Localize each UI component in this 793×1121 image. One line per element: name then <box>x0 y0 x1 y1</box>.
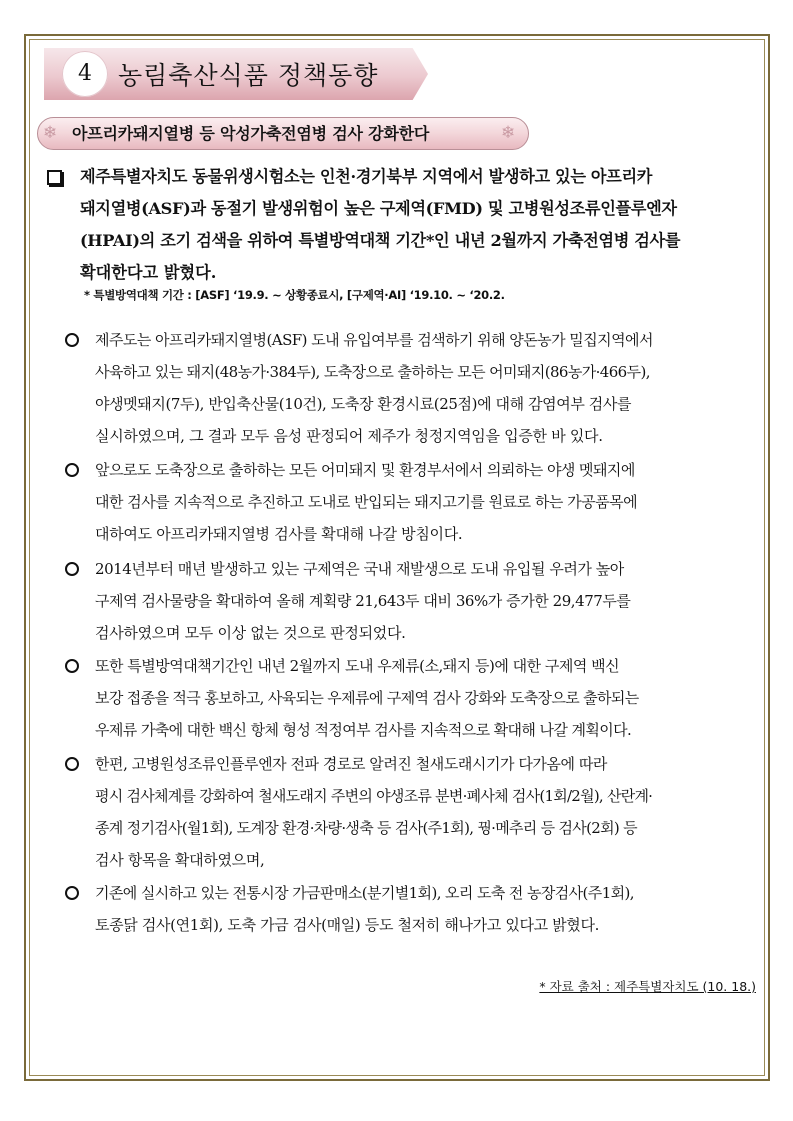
checkbox-bullet-icon <box>47 170 62 185</box>
para-line: 사육하고 있는 돼지(48농가·384두), 도축장으로 출하하는 모든 어미돼지(86농가·466두), <box>95 363 650 381</box>
circle-bullet-icon <box>65 333 79 347</box>
para-line: 제주도는 아프리카돼지열병(ASF) 도내 유입여부를 검색하기 위해 양돈농가 밀집지역에서 <box>95 331 653 349</box>
circle-bullet-icon <box>65 562 79 576</box>
snowflake-left-icon: ❄ <box>43 123 58 143</box>
para-line: 야생멧돼지(7두), 반입축산물(10건), 도축장 환경시료(25점)에 대해 감염여부 검사를 <box>95 395 632 413</box>
lead-paragraph <box>80 161 763 289</box>
para-line: 실시하였으며, 그 결과 모두 음성 판정되어 제주가 청정지역임을 입증한 바 있다. <box>95 427 603 445</box>
paragraph-market <box>95 877 763 941</box>
para-line: 한편, 고병원성조류인플루엔자 전파 경로로 알려진 철새도래시기가 다가옴에 따라 <box>95 755 607 773</box>
period-footnote: * 특별방역대책 기간 : [ASF] ‘19.9. ~ 상황종료시, [구제역·AI] ‘19.10. ~ ‘20.2. <box>84 288 505 302</box>
para-line: 검사 항목을 확대하였으며, <box>95 851 265 869</box>
section-number: 4 <box>62 51 108 97</box>
lead-line: 확대한다고 밝혔다. <box>80 263 217 282</box>
para-line: 2014년부터 매년 발생하고 있는 구제역은 국내 재발생으로 도내 유입될 우려가 높아 <box>95 560 624 578</box>
para-line: 우제류 가축에 대한 백신 항체 형성 적정여부 검사를 지속적으로 확대해 나갈 계획이다. <box>95 721 632 739</box>
paragraph-fmd <box>95 553 763 649</box>
para-line: 앞으로도 도축장으로 출하하는 모든 어미돼지 및 환경부서에서 의뢰하는 야생 멧돼지에 <box>95 461 635 479</box>
para-line: 토종닭 검사(연1회), 도축 가금 검사(매일) 등도 철저히 해나가고 있다고 밝혔다. <box>95 916 600 934</box>
para-line: 대한 검사를 지속적으로 추진하고 도내로 반입되는 돼지고기를 원료로 하는 가공품목에 <box>95 493 638 511</box>
para-line: 종계 정기검사(월1회), 도계장 환경·차량·생축 등 검사(주1회), 꿩·메추리 등 검사(2회) 등 <box>95 819 637 837</box>
lead-line: (HPAI)의 조기 검색을 위하여 특별방역대책 기간*인 내년 2월까지 가축전염병 검사를 <box>80 231 681 250</box>
circle-bullet-icon <box>65 463 79 477</box>
para-line: 검사하였으며 모두 이상 없는 것으로 판정되었다. <box>95 624 406 642</box>
paragraph-hpai <box>95 748 763 876</box>
paragraph-asf-plan <box>95 454 763 550</box>
para-line: 또한 특별방역대책기간인 내년 2월까지 도내 우제류(소,돼지 등)에 대한 구제역 백신 <box>95 657 620 675</box>
para-line: 기존에 실시하고 있는 전통시장 가금판매소(분기별1회), 오리 도축 전 농장검사(주1회), <box>95 884 634 902</box>
topic-title: 아프리카돼지열병 등 악성가축전염병 검사 강화한다 <box>72 124 430 143</box>
source-citation: * 자료 출처 : 제주특별자치도 (10. 18.) <box>539 979 756 994</box>
para-line: 구제역 검사물량을 확대하여 올해 계획량 21,643두 대비 36%가 증가한 29,477두를 <box>95 592 631 610</box>
section-title: 농림축산식품 정책동향 <box>118 61 379 90</box>
paragraph-vaccine <box>95 650 763 746</box>
paragraph-asf-results <box>95 324 763 452</box>
circle-bullet-icon <box>65 659 79 673</box>
para-line: 보강 접종을 적극 홍보하고, 사육되는 우제류에 구제역 검사 강화와 도축장으로 출하되는 <box>95 689 639 707</box>
para-line: 평시 검사체계를 강화하여 철새도래지 주변의 야생조류 분변·폐사체 검사(1회/2월), 산란계· <box>95 787 653 805</box>
circle-bullet-icon <box>65 757 79 771</box>
para-line: 대하여도 아프리카돼지열병 검사를 확대해 나갈 방침이다. <box>95 525 463 543</box>
snowflake-right-icon: ❄ <box>501 123 516 143</box>
circle-bullet-icon <box>65 886 79 900</box>
lead-line: 제주특별자치도 동물위생시험소는 인천·경기북부 지역에서 발생하고 있는 아프리카 <box>80 167 653 186</box>
lead-line: 돼지열병(ASF)과 동절기 발생위험이 높은 구제역(FMD) 및 고병원성조류인플루엔자 <box>80 199 677 218</box>
